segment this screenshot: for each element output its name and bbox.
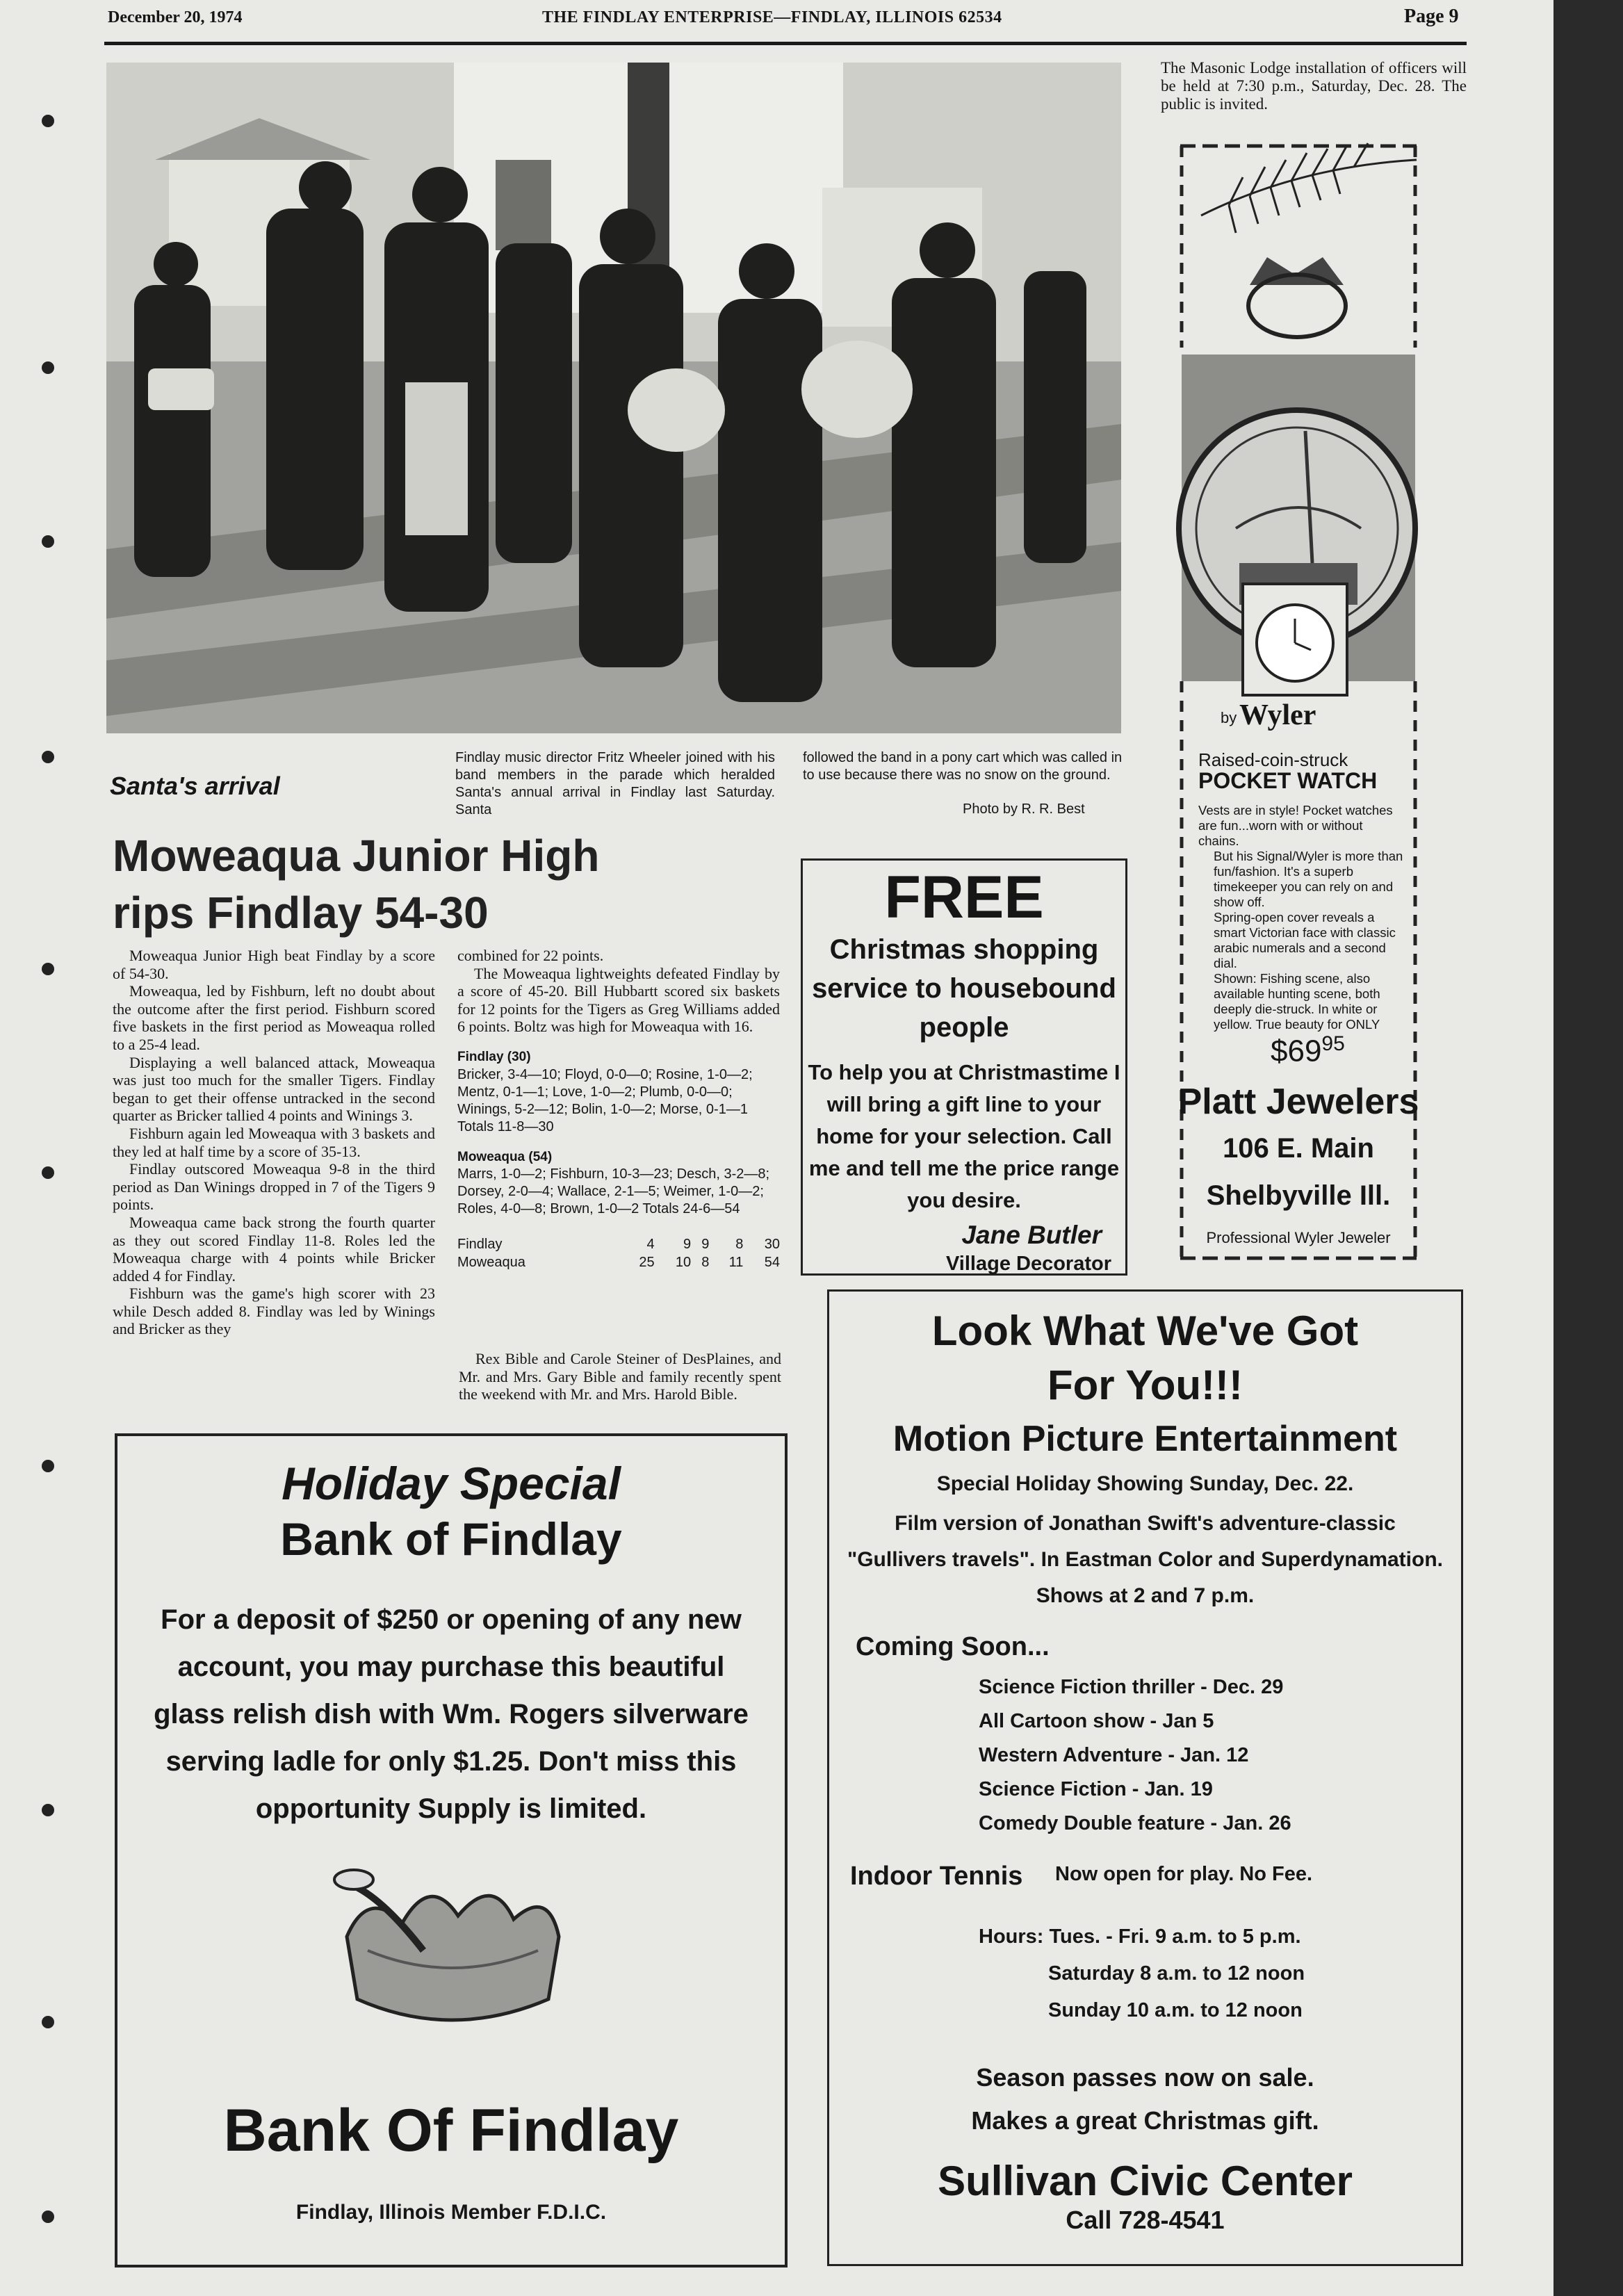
- bank-name: Bank Of Findlay: [223, 2097, 679, 2164]
- wyler-watch-ad: [1173, 139, 1424, 1265]
- article-paragraph: combined for 22 points.: [457, 947, 604, 964]
- quarter-score: 8: [735, 1237, 744, 1253]
- social-note: Rex Bible and Carole Steiner of DesPlaines, and Mr. and Mrs. Gary Bible and family recently spent the weekend with Mr. and Mrs. Harold Bible.: [459, 1350, 781, 1403]
- article-paragraph: Moweaqua Junior High beat Findlay by a score of 54-30.: [113, 947, 435, 982]
- punch-hole: [42, 115, 54, 127]
- pass-line: Season passes now on sale.: [976, 2063, 1314, 2092]
- price-dollars: $69: [1271, 1034, 1322, 1068]
- schedule-list: [979, 1670, 1291, 1841]
- civic-center-ad: [827, 1289, 1463, 2266]
- final-score: 54: [764, 1254, 780, 1270]
- free-shopping-ad: [801, 858, 1127, 1276]
- table-row: [457, 1254, 780, 1272]
- header-rule: [104, 42, 1467, 45]
- civic-center-name: Sullivan Civic Center: [938, 2158, 1353, 2204]
- quarter-score: 9: [683, 1237, 692, 1253]
- quarter-score: 25: [639, 1254, 655, 1270]
- punch-hole: [42, 535, 54, 548]
- list-item: Sunday 10 a.m. to 12 noon: [1048, 1999, 1303, 2021]
- punch-hole: [42, 1460, 54, 1472]
- film-description: Film version of Jonathan Swift's adventure-classic "Gullivers travels". In Eastman Color and Superdynamation. Shows at 2 and 7 p.m.: [847, 1512, 1443, 1607]
- article-column-2: [457, 947, 780, 1271]
- article-paragraph: Moweaqua, led by Fishburn, left no doubt about the outcome after the first period. Fishburn scored five baskets in the first period as Moweaqua rolled to a 25-4 lead.: [113, 982, 435, 1053]
- list-item: Science Fiction thriller - Dec. 29: [979, 1676, 1284, 1698]
- list-item: Science Fiction - Jan. 19: [979, 1778, 1213, 1800]
- wyler-subtitle: Raised-coin-struck: [1198, 749, 1348, 770]
- article-paragraph: Findlay outscored Moweaqua 9-8 in the third period as Dan Winings dropped in 7 of the Tigers 9 points.: [113, 1160, 435, 1214]
- headline-line: Moweaqua Junior High: [113, 831, 600, 881]
- punch-hole: [42, 361, 54, 374]
- page-edge: [1553, 0, 1623, 2296]
- quarter-score: 11: [728, 1254, 744, 1270]
- box-score-heading: Findlay (30): [457, 1049, 531, 1064]
- page-number: Page 9: [1404, 6, 1459, 27]
- wyler-body: [1198, 803, 1407, 1032]
- quarter-score: 8: [701, 1254, 710, 1270]
- team-name: Findlay: [457, 1237, 503, 1253]
- punch-hole: [42, 963, 54, 975]
- special-showing: Special Holiday Showing Sunday, Dec. 22.: [936, 1472, 1354, 1495]
- season-pass-text: [829, 2056, 1461, 2142]
- list-item: Saturday 8 a.m. to 12 noon: [1048, 1962, 1305, 1985]
- box-score-heading: Moweaqua (54): [457, 1149, 553, 1164]
- civic-section-title: Motion Picture Entertainment: [892, 1419, 1398, 1459]
- quarter-score: 9: [701, 1237, 710, 1253]
- price-cents: 95: [1321, 1032, 1345, 1055]
- photo-caption-continued: followed the band in a pony cart which was called in to use because there was no snow on the ground.: [803, 750, 1123, 783]
- watch-face-icon: [1243, 584, 1347, 695]
- wyler-paragraph: But his Signal/Wyler is more than fun/fashion. It's a superb timekeeper you can rely on and show off.: [1214, 849, 1403, 909]
- tennis-label: Indoor Tennis: [850, 1862, 1023, 1891]
- tennis-text: Now open for play. No Fee.: [1055, 1863, 1313, 1885]
- wyler-paragraph: Vests are in style! Pocket watches are fun...worn with or without chains.: [1198, 803, 1393, 848]
- article-paragraph: Displaying a well balanced attack, Moweaqua was just too much for the smaller Tigers. Findlay began to get their offense untracked in the second quarter as Bricker tallied 4 points and Winings 3.: [113, 1053, 435, 1125]
- punch-hole: [42, 751, 54, 763]
- pine-branch-icon: [1201, 143, 1417, 233]
- bank-subheadline: Bank of Findlay: [280, 1513, 622, 1565]
- list-item: Western Adventure - Jan. 12: [979, 1744, 1249, 1766]
- advertiser-name: Jane Butler: [961, 1221, 1102, 1249]
- civic-headline: Look What We've Got: [931, 1308, 1359, 1354]
- box-score-text: Marrs, 1-0—2; Fishburn, 10-3—23; Desch, 3-2—8; Dorsey, 2-0—4; Wallace, 2-1—5; Weimer, 1-0—2; Roles, 4-0—8; Brown, 1-0—2 Totals 24-6—54: [457, 1166, 770, 1217]
- store-city: Shelbyville Ill.: [1206, 1180, 1391, 1211]
- bank-footer: Findlay, Illinois Member F.D.I.C.: [295, 2201, 607, 2224]
- hours-list: [979, 1919, 1305, 2029]
- punch-hole: [42, 2016, 54, 2028]
- store-address: 106 E. Main: [1223, 1133, 1374, 1164]
- table-row: [457, 1236, 780, 1254]
- civic-phone: Call 728-4541: [1066, 2206, 1225, 2234]
- masthead-line: THE FINDLAY ENTERPRISE—FINDLAY, ILLINOIS 62534: [542, 8, 1002, 26]
- wyler-paragraph: Shown: Fishing scene, also available hunting scene, both deeply die-struck. In white or yellow. True beauty for ONLY: [1214, 971, 1380, 1032]
- store-name: Platt Jewelers: [1177, 1082, 1419, 1122]
- wyler-paragraph: Spring-open cover reveals a smart Victorian face with classic arabic numerals and a second dial.: [1214, 910, 1396, 970]
- list-item: Hours: Tues. - Fri. 9 a.m. to 5 p.m.: [979, 1925, 1301, 1948]
- article-paragraph: Fishburn again led Moweaqua with 3 baskets and they led at half time by a score of 35-13.: [113, 1124, 435, 1160]
- article-column-1: [113, 947, 435, 1338]
- band-parade-photo: [106, 63, 1121, 733]
- team-name: Moweaqua: [457, 1254, 525, 1270]
- article-headline: [113, 827, 683, 941]
- wyler-headline: POCKET WATCH: [1198, 768, 1378, 793]
- relish-dish-icon: [326, 1860, 576, 2041]
- final-score: 30: [764, 1237, 780, 1253]
- coming-soon-label: Coming Soon...: [856, 1632, 1050, 1661]
- article-paragraph: The Moweaqua lightweights defeated Findlay by a score of 45-20. Bill Hubbartt scored six baskets for 12 points for the Tigers as Greg Williams added 6 points. Boltz was high for Moweaqua with 16.: [457, 964, 780, 1036]
- bank-headline: Holiday Special: [282, 1458, 621, 1509]
- advertiser-title: Village Decorator: [945, 1253, 1111, 1275]
- masonic-notice: The Masonic Lodge installation of officers will be held at 7:30 p.m., Saturday, Dec. 28. The public is invited.: [1161, 59, 1467, 113]
- bank-holiday-ad: [115, 1433, 788, 2267]
- free-body: To help you at Christmastime I will bring a gift line to your home for your selection. Call me and tell me the price range you desire.: [808, 1060, 1120, 1212]
- wyler-by: by: [1221, 709, 1237, 726]
- pass-line: Makes a great Christmas gift.: [971, 2106, 1319, 2135]
- quarter-score: 4: [646, 1237, 655, 1253]
- free-subheadline: Christmas shopping service to housebound people: [812, 934, 1116, 1043]
- wyler-logo: Wyler: [1239, 699, 1316, 731]
- box-score-text: Bricker, 3-4—10; Floyd, 0-0—0; Rosine, 1-0—2; Mentz, 0-1—1; Love, 1-0—2; Plumb, 0-0—0; Winings, 5-2—12; Bolin, 1-0—2; Morse, 0-1—1 Totals 11-8—30: [457, 1066, 753, 1134]
- free-headline: FREE: [884, 864, 1044, 931]
- wyler-footer: Professional Wyler Jeweler: [1206, 1229, 1391, 1246]
- list-item: Comedy Double feature - Jan. 26: [979, 1812, 1291, 1834]
- photo-caption: Findlay music director Fritz Wheeler joined with his band members in the parade which heralded Santa's annual arrival in Findlay last Saturday. Santa: [455, 750, 775, 817]
- punch-hole: [42, 2210, 54, 2223]
- list-item: All Cartoon show - Jan 5: [979, 1710, 1214, 1732]
- quarter-score: 10: [675, 1254, 692, 1270]
- civic-headline: For You!!!: [1047, 1362, 1243, 1408]
- article-paragraph: Moweaqua came back strong the fourth quarter as they out scored Findlay 11-8. Roles led the Moweaqua charge with 4 points while Bricker added 4 for Findlay.: [113, 1213, 435, 1285]
- punch-hole: [42, 1166, 54, 1179]
- issue-date: December 20, 1974: [108, 8, 243, 26]
- article-paragraph: Fishburn was the game's high scorer with 23 while Desch added 8. Findlay was led by Winings and Bricker as they: [113, 1285, 435, 1338]
- punch-hole: [42, 1804, 54, 1816]
- wyler-price: [1271, 1032, 1345, 1069]
- bank-body: For a deposit of $250 or opening of any new account, you may purchase this beautiful glass relish dish with Wm. Rogers silverware serving ladle for only $1.25. Don't miss this opportunity Supply is limited.: [154, 1604, 749, 1824]
- photo-credit: Photo by R. R. Best: [963, 801, 1085, 817]
- photo-label: Santa's arrival: [110, 772, 280, 800]
- headline-line: rips Findlay 54-30: [113, 888, 489, 938]
- quarter-score-table: [457, 1236, 780, 1271]
